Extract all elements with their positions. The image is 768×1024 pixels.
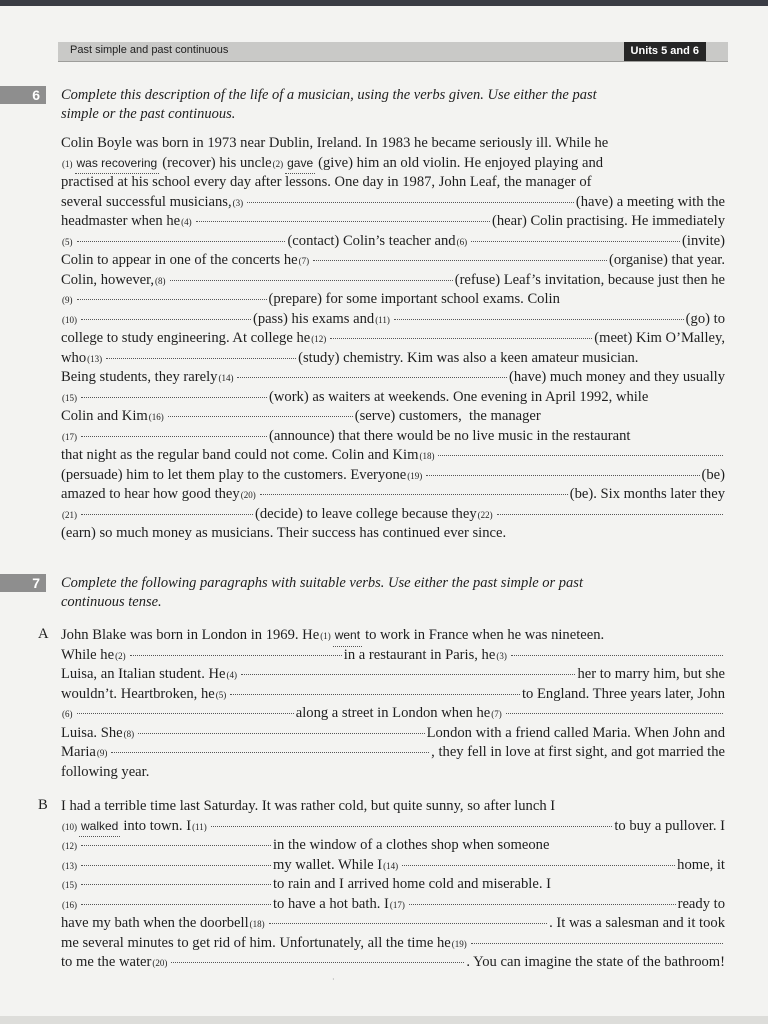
text-line: Being students, they rarely (14) (have) much money and they usually [61, 369, 725, 385]
blank-7[interactable] [313, 260, 607, 261]
text-line: (persuade) him to let them play to the customers. Everyone (19) (be) [61, 466, 725, 483]
blank-13[interactable] [106, 358, 296, 359]
blank-14[interactable] [237, 377, 507, 378]
text-line: (earn) so much money as musicians. Their success has continued ever since. [61, 525, 507, 541]
blank-a7[interactable] [506, 713, 723, 714]
text-line: Maria (9) , they fell in love at first sight, and got married the [61, 744, 725, 760]
text-line: Colin to appear in one of the concerts he (7) (organise) that year. [61, 252, 725, 268]
blank-b17[interactable] [409, 904, 676, 905]
text-line: to me the water (20) . You can imagine the state of the bathroom! [61, 954, 725, 970]
blank-10[interactable] [81, 319, 251, 320]
blank-a5[interactable] [230, 694, 520, 695]
answer-2[interactable]: gave [285, 154, 315, 175]
text-line: (17) (announce) that there would be no live music in the restaurant [62, 427, 631, 444]
text-line: (16) to have a hot bath. I (17) ready to [62, 895, 725, 912]
blank-b18[interactable] [269, 923, 547, 924]
blank-21[interactable] [81, 514, 253, 515]
blank-a9[interactable] [111, 752, 429, 753]
blank-6[interactable] [471, 241, 680, 242]
blank-b20[interactable] [171, 962, 464, 963]
blank-12[interactable] [330, 338, 592, 339]
blank-22[interactable] [497, 514, 723, 515]
blank-a4[interactable] [241, 674, 575, 675]
text-line: have my bath when the doorbell (18) . It was a salesman and it took [61, 915, 725, 931]
text-line: (5) (contact) Colin’s teacher and (6) (invite) [62, 232, 726, 249]
blank-20[interactable] [260, 494, 568, 495]
blank-b16[interactable] [81, 904, 271, 905]
page-header [58, 42, 728, 62]
exercise-6-instruction: Complete this description of the life of a musician, using the verbs given. Use either the past simple or the past continuous. [61, 87, 597, 122]
blank-8[interactable] [170, 280, 453, 281]
text-line: college to study engineering. At college he (12) (meet) Kim O’Malley, [61, 330, 725, 346]
section-a-text [61, 626, 725, 782]
text-line: John Blake was born in London in 1969. He (1) went to work in France when he was nineteen. [61, 626, 725, 646]
blank-a3[interactable] [511, 655, 723, 656]
text-line: Luisa. She (8) London with a friend called Maria. When John and [61, 724, 725, 741]
blank-b19[interactable] [471, 943, 723, 944]
blank-17[interactable] [81, 436, 267, 437]
bottom-edge [0, 1016, 768, 1024]
blank-b12[interactable] [81, 845, 271, 846]
units-badge: Units 5 and 6 [624, 42, 706, 61]
text-line: headmaster when he (4) (hear) Colin practising. He immediately [61, 213, 725, 229]
blank-18[interactable] [438, 455, 723, 456]
text-line: (15) (work) as waiters at weekends. One evening in April 1992, while [62, 388, 649, 405]
text-line: I had a terrible time last Saturday. It was rather cold, but quite sunny, so after lunch I [61, 798, 556, 814]
blank-b13[interactable] [81, 865, 271, 866]
text-line: Colin, however, (8) (refuse) Leaf’s invitation, because just then he [61, 271, 725, 288]
text-line: amazed to hear how good they (20) (be). Six months later they [61, 486, 725, 502]
text-line: who (13) (study) chemistry. Kim was also a keen amateur musician. [61, 349, 639, 366]
section-b-letter: B [38, 797, 48, 813]
exercise-6-number: 6 [0, 86, 46, 104]
exercise-7-number: 7 [0, 574, 46, 592]
text-line: (1) was recovering (recover) his uncle (2) gave (give) him an old violin. He enjoyed playing and [61, 154, 725, 174]
answer-1[interactable]: was recovering [75, 154, 160, 175]
exercise-6-text [61, 134, 725, 544]
text-line: While he (2) in a restaurant in Paris, he (3) [61, 646, 725, 666]
blank-16[interactable] [168, 416, 353, 417]
blank-3[interactable] [247, 202, 574, 203]
blank-b14[interactable] [402, 865, 675, 866]
stray-mark: · [332, 975, 335, 984]
text-line: me several minutes to get rid of him. Unfortunately, all the time he (19) [61, 934, 725, 954]
blank-15[interactable] [81, 397, 267, 398]
section-b-text [61, 797, 725, 973]
text-line: Luisa, an Italian student. He (4) her to marry him, but she [61, 666, 725, 682]
blank-11[interactable] [394, 319, 684, 320]
text-line: practised at his school every day after lessons. One day in 1987, John Leaf, the manager of [61, 174, 592, 190]
header-title: Past simple and past continuous [70, 44, 229, 56]
text-line: following year. [61, 763, 150, 780]
blank-5[interactable] [77, 241, 286, 242]
text-line: (6) along a street in London when he (7) [61, 704, 725, 724]
blank-a8[interactable] [138, 733, 424, 734]
text-line: (10) walked into town. I (11) to buy a pullover. I [61, 817, 725, 837]
section-a-letter: A [38, 626, 49, 642]
text-line: that night as the regular band could not come. Colin and Kim (18) [61, 446, 725, 466]
blank-4[interactable] [196, 221, 490, 222]
text-line: several successful musicians, (3) (have) a meeting with the [61, 193, 725, 210]
text-line: wouldn’t. Heartbroken, he (5) to England. Three years later, John [61, 685, 725, 702]
text-line: (9) (prepare) for some important school exams. Colin [62, 291, 560, 307]
top-edge [0, 0, 768, 6]
blank-a6[interactable] [77, 713, 294, 714]
blank-9[interactable] [77, 299, 267, 300]
exercise-7-instruction: Complete the following paragraphs with suitable verbs. Use either the past simple or past continuous tense. [61, 575, 583, 610]
blank-19[interactable] [426, 475, 699, 476]
answer-b10[interactable]: walked [79, 817, 120, 838]
text-line: Colin Boyle was born in 1973 near Dublin, Ireland. In 1983 he became seriously ill. While he [61, 135, 609, 151]
answer-a1[interactable]: went [333, 626, 362, 647]
blank-a2[interactable] [130, 655, 342, 656]
blank-b15[interactable] [81, 884, 271, 885]
text-line: (15) to rain and I arrived home cold and miserable. I [62, 876, 551, 892]
blank-b11[interactable] [211, 826, 613, 827]
text-line: (13) my wallet. While I (14) home, it [62, 856, 725, 873]
text-line: (21) (decide) to leave college because they (22) [61, 505, 725, 525]
text-line: Colin and Kim (16) (serve) customers, the manager [61, 408, 541, 424]
text-line: (10) (pass) his exams and (11) (go) to [62, 310, 725, 327]
text-line: (12) in the window of a clothes shop when someone [62, 837, 550, 853]
